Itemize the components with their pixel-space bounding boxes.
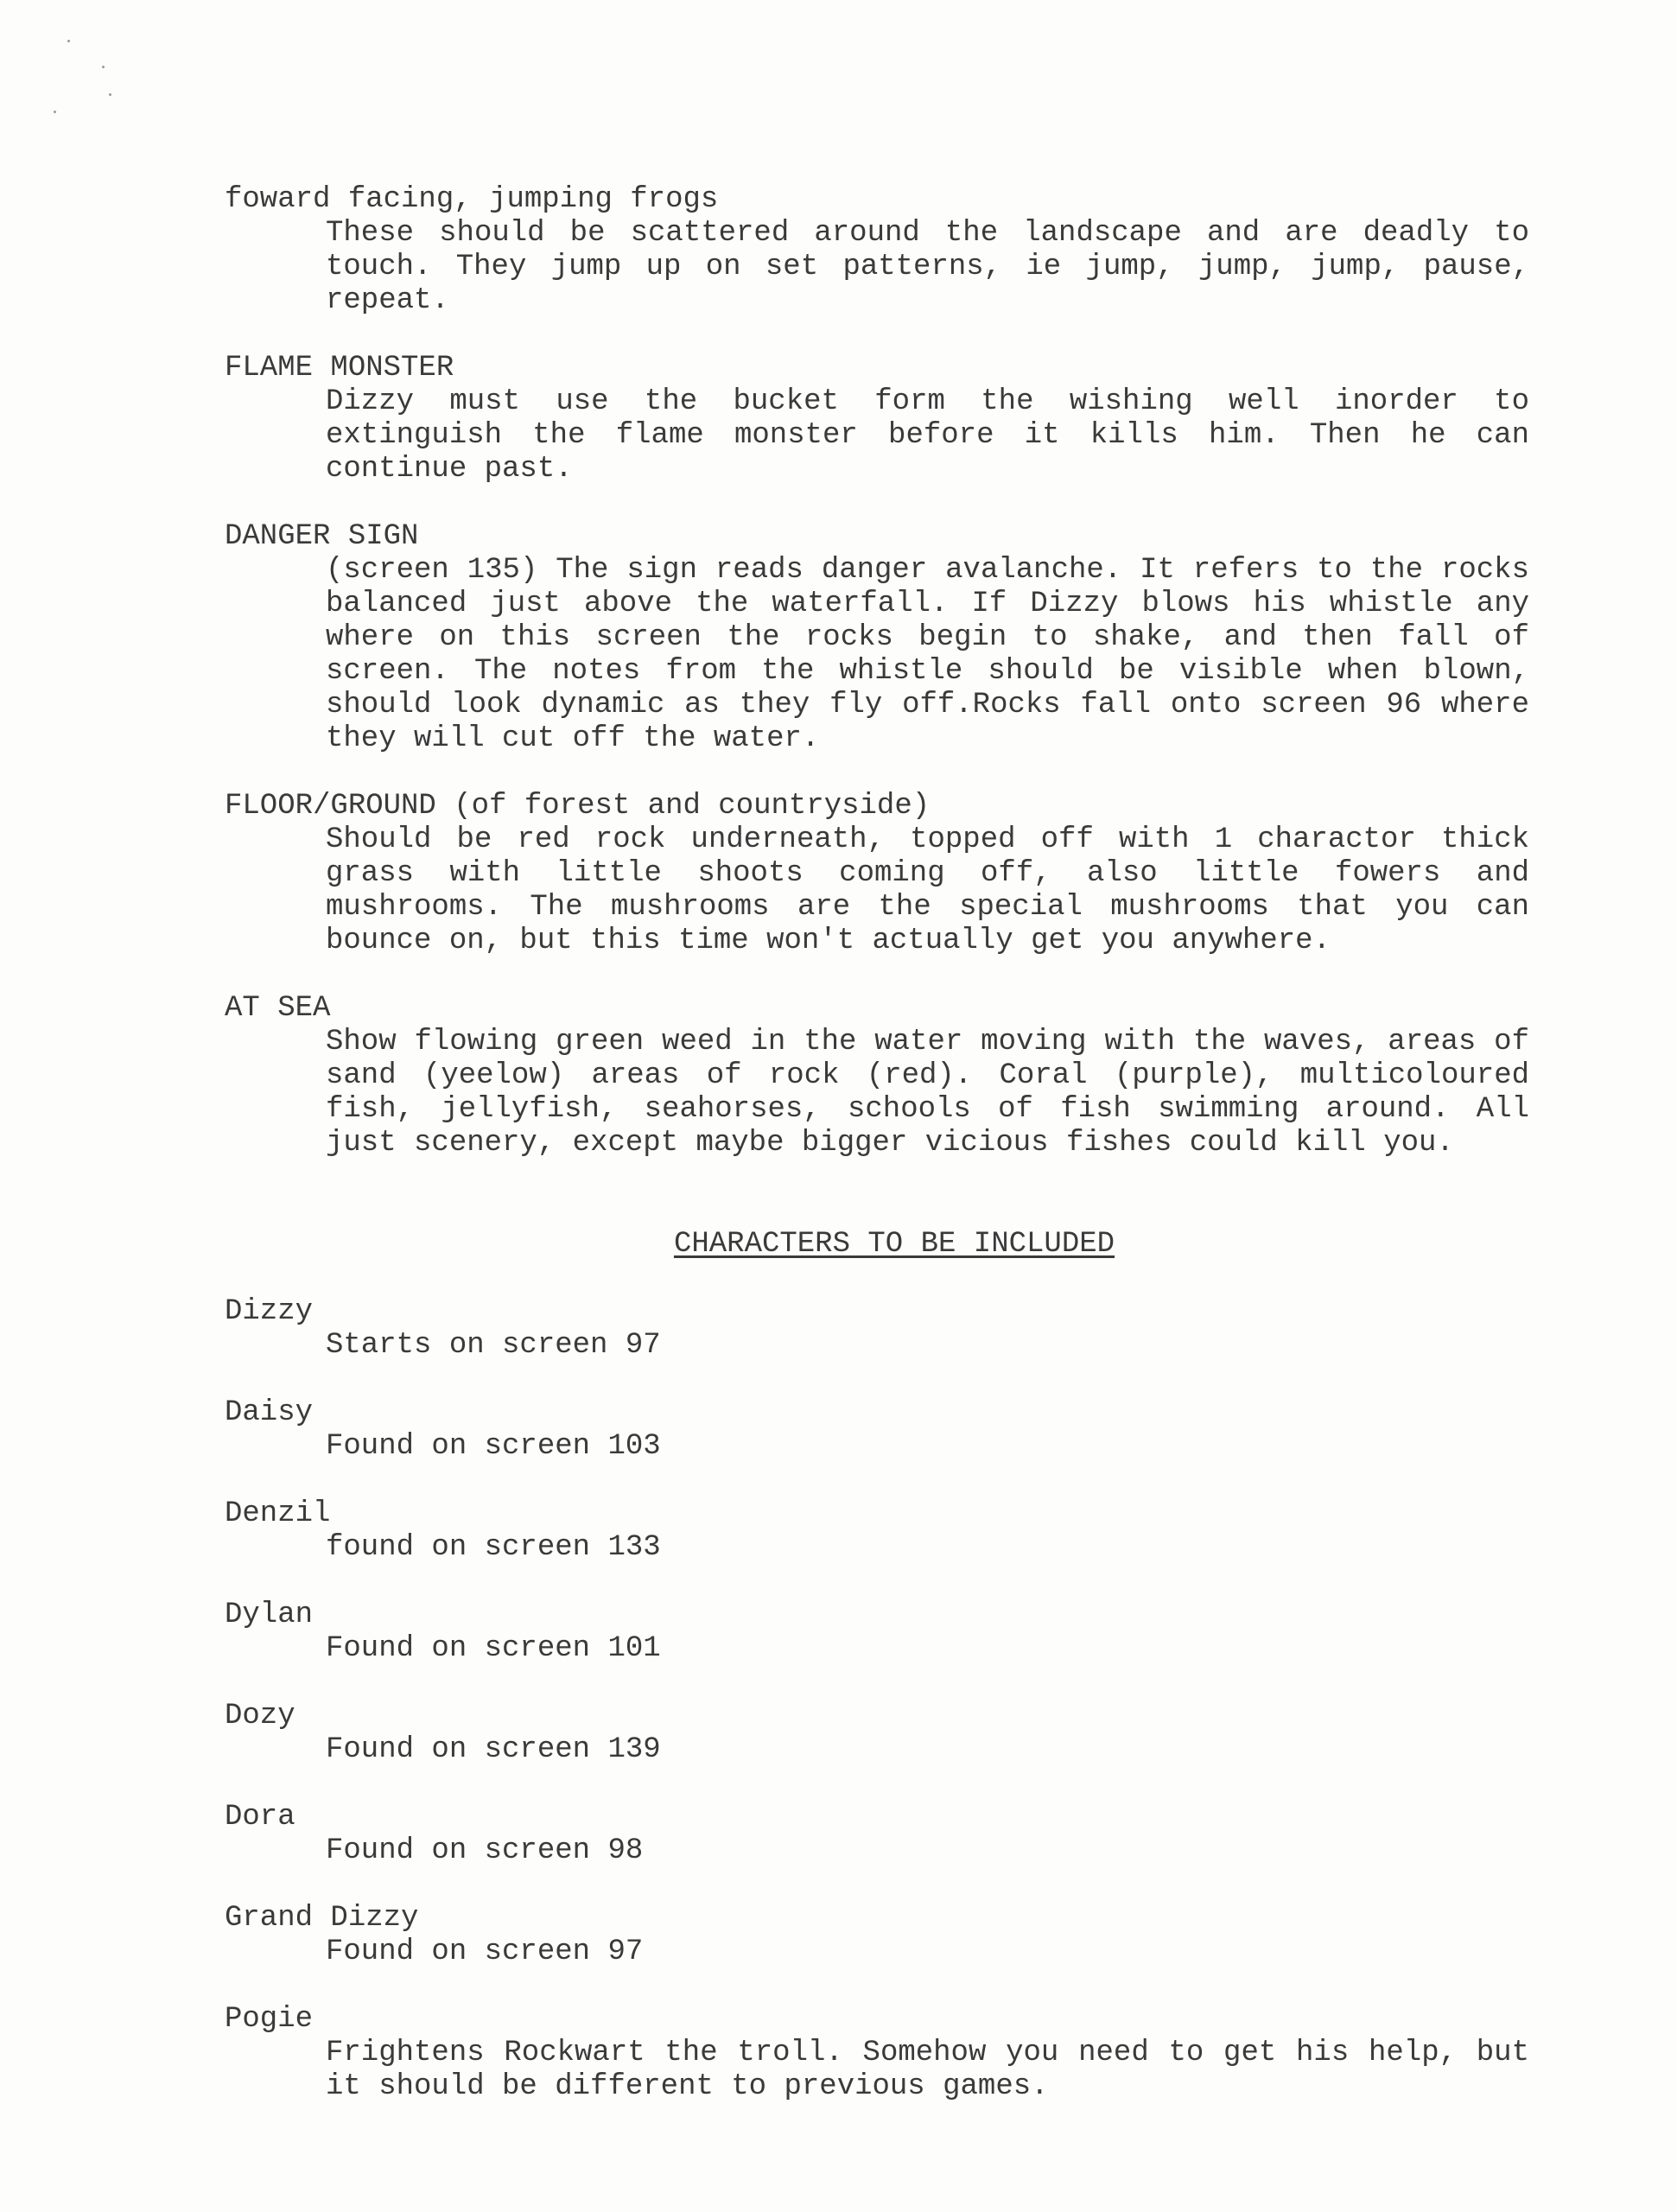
entry-heading: foward facing, jumping frogs [225,183,719,216]
scenery-entry-at-sea [225,992,1529,1160]
character-name: Dora [225,1801,295,1834]
character-name: Pogie [225,2003,314,2036]
character-entry [225,1599,1529,1666]
character-entry [225,1295,1529,1363]
character-note: Starts on screen 97 [326,1329,661,1362]
character-entry [225,1902,1529,1969]
scan-speck [67,40,70,42]
entry-description: (screen 135) The sign reads danger avalanche. It refers to the rocks balanced just above the waterfall. If Dizzy blows his whistle any where on this screen the rocks begin to shake, and then fall of screen. The notes from the whistle should be visible when blown, should look dynamic as they fly off.Rocks fall onto screen 96 where they will cut off the water. [326,554,1529,755]
entry-description: Should be red rock underneath, topped off with 1 charactor thick grass with little shoots coming off, also little fowers and mushrooms. The mushrooms are the special mushrooms that you can bounce on, but this time won't actually get you anywhere. [326,823,1529,957]
character-note: Found on screen 101 [326,1632,661,1665]
entry-heading: FLOOR/GROUND (of forest and countryside) [225,790,931,823]
character-note: found on screen 133 [326,1531,661,1564]
character-note: Found on screen 139 [326,1733,661,1766]
entry-heading: DANGER SIGN [225,520,419,553]
character-entry [225,1497,1529,1565]
entry-heading: FLAME MONSTER [225,352,454,385]
scenery-entry-danger-sign [225,520,1529,756]
entry-heading: AT SEA [225,992,331,1025]
character-entry [225,1396,1529,1464]
document-body [225,183,1529,2138]
character-note: Frightens Rockwart the troll. Somehow you need to get his help, but it should be different to previous games. [326,2037,1529,2103]
scan-speck [54,111,56,113]
scenery-entry-frogs [225,183,1529,318]
character-name: Grand Dizzy [225,1902,419,1935]
entry-description: These should be scattered around the landscape and are deadly to touch. They jump up on set patterns, ie jump, jump, jump, pause, repeat. [326,217,1529,317]
scenery-entry-floor-ground [225,790,1529,958]
character-entry [225,1801,1529,1868]
characters-section-title: CHARACTERS TO BE INCLUDED [673,1228,1115,1261]
scenery-entry-flame-monster [225,352,1529,486]
character-note: Found on screen 103 [326,1430,661,1463]
character-note: Found on screen 97 [326,1936,644,1968]
character-name: Daisy [225,1396,314,1429]
character-entry [225,2003,1529,2104]
scan-speck [109,93,111,96]
character-name: Dylan [225,1599,314,1631]
character-name: Denzil [225,1497,331,1530]
character-name: Dizzy [225,1295,314,1328]
character-entry [225,1700,1529,1767]
entry-description: Show flowing green weed in the water moving with the waves, areas of sand (yeelow) areas of rock (red). Coral (purple), multicoloured fish, jellyfish, seahorses, schools of fish swimming around. All just scenery, except maybe bigger vicious fishes could kill you. [326,1026,1529,1160]
scan-speck [102,66,105,68]
entry-description: Dizzy must use the bucket form the wishing well inorder to extinguish the flame monster before it kills him. Then he can continue past. [326,385,1529,486]
character-name: Dozy [225,1700,295,1732]
character-note: Found on screen 98 [326,1834,644,1867]
